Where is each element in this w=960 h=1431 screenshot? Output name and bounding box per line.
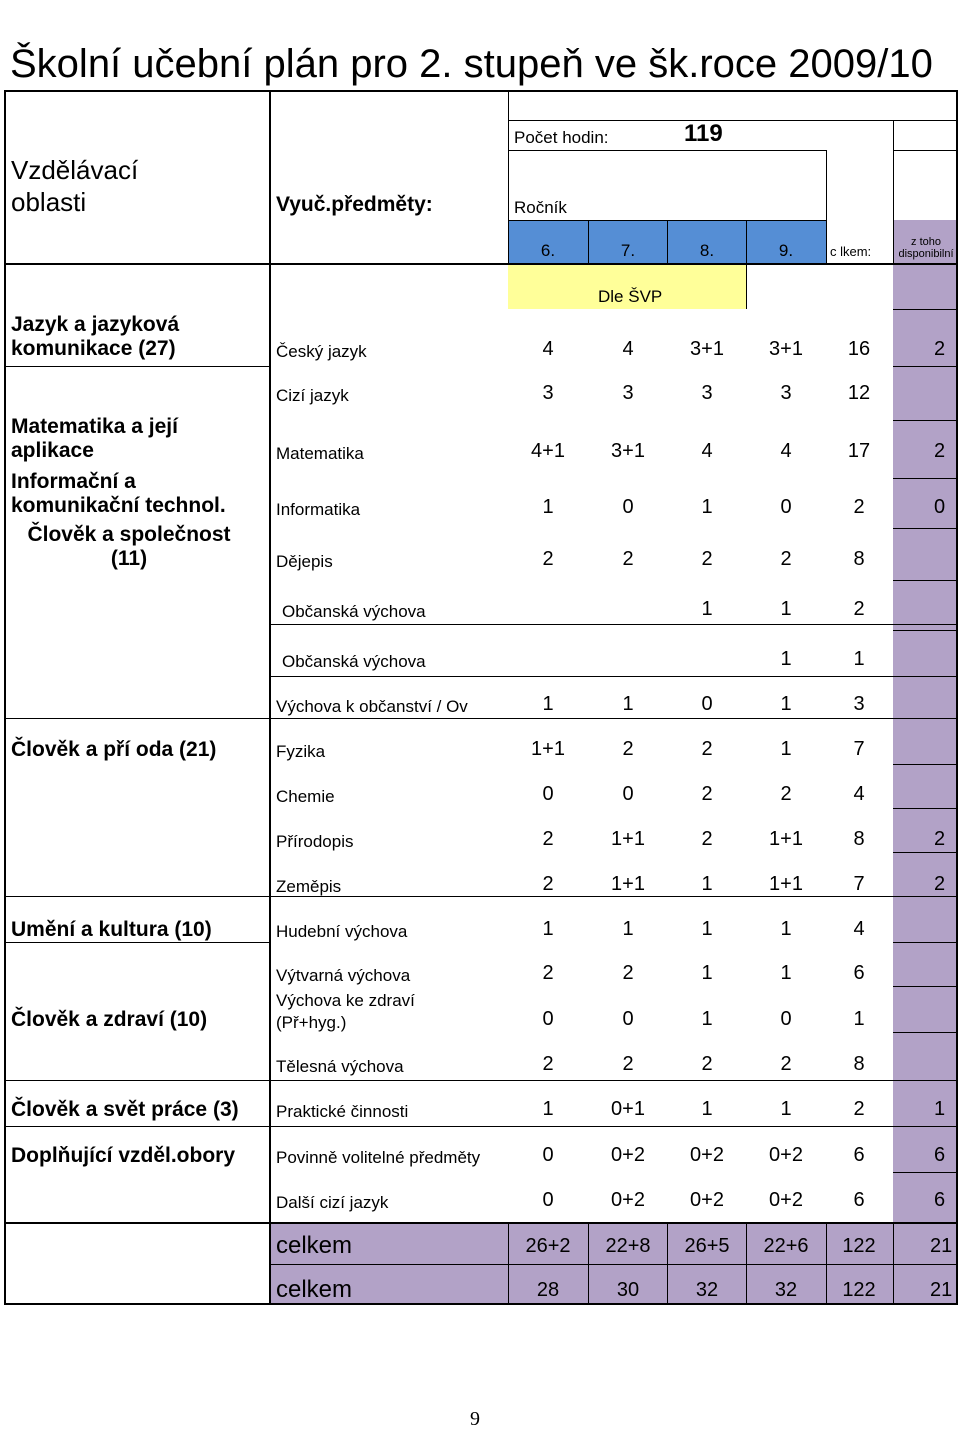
area-math: Matematika a její aplikace [11, 415, 178, 462]
grade-9-value: 1 [780, 738, 792, 760]
grade-7-value: 2 [622, 738, 634, 760]
subject-name: Informatika [276, 500, 361, 519]
table-row [0, 918, 960, 942]
area-health: Člověk a zdraví (10) [11, 1008, 208, 1031]
totals-row [0, 1232, 960, 1260]
area-art: Umění a kultura (10) [11, 918, 212, 941]
table-row [0, 988, 960, 1034]
subject-name: Dějepis [276, 552, 333, 571]
grade-6-value: 2 [542, 548, 554, 570]
grade-6-value: 1 [542, 918, 554, 940]
grade-8-value: 1 [701, 962, 713, 984]
total-value: 2 [853, 1098, 865, 1120]
grade-9-value: 2 [780, 1053, 792, 1075]
total-header: c lkem: [830, 244, 872, 259]
area-work: Člověk a svět práce (3) [11, 1098, 239, 1121]
grade-8-value: 2 [701, 828, 713, 850]
table-row [0, 1053, 960, 1077]
grade-7-value: 3 [622, 382, 634, 404]
subject-name: Fyzika [276, 742, 326, 761]
page-title: Školní učební plán pro 2. stupeň ve šk.roce 2009/10 [10, 42, 933, 86]
grade-6-value: 28 [536, 1279, 560, 1301]
total-value: 6 [853, 962, 865, 984]
area-society: Člověk a společnost (11) [27, 523, 231, 570]
area-language: Jazyk a jazyková komunikace (27) [11, 313, 180, 360]
total-value: 1 [853, 648, 865, 670]
disp-value: 2 [934, 873, 946, 895]
subject-name: Cizí jazyk [276, 386, 349, 405]
total-value: 2 [853, 496, 865, 518]
grade-8-value: 1 [701, 496, 713, 518]
grade-7-value: 0 [622, 1008, 634, 1030]
disp-value: 2 [934, 828, 946, 850]
grade-8-value: 4 [701, 440, 713, 462]
grade-7-value: 1+1 [611, 828, 645, 850]
total-value: 3 [853, 693, 865, 715]
totals-label: celkem [276, 1276, 353, 1303]
grade-8-value: 0 [701, 693, 713, 715]
grade-9-value: 0 [780, 496, 792, 518]
grade-7-value: 1 [622, 918, 634, 940]
subject-name: Tělesná výchova [276, 1057, 404, 1076]
grade-9-value: 1 [780, 648, 792, 670]
grade-6-value: 4+1 [531, 440, 565, 462]
areas-header: Vzdělávací oblasti [11, 155, 139, 217]
grade-9-value: 32 [774, 1279, 798, 1301]
subject-name: Matematika [276, 444, 364, 463]
grade-7-value: 0+2 [611, 1144, 645, 1166]
grade-9-value: 1+1 [769, 873, 803, 895]
disp-value: 2 [934, 440, 946, 462]
total-value: 122 [842, 1279, 876, 1301]
grade-8-value: 26+5 [684, 1235, 730, 1257]
subject-name: Výchova ke zdraví (Př+hyg.) [276, 991, 415, 1032]
area-ict: Informační a komunikační technol. [11, 470, 226, 517]
grade-7-value: 0+1 [611, 1098, 645, 1120]
grade-7-value: 1+1 [611, 873, 645, 895]
grade-6-value: 0 [542, 1144, 554, 1166]
table-row [0, 1098, 960, 1122]
table-row [0, 693, 960, 717]
grade-9-header: 9. [778, 241, 794, 260]
grade-8-value: 32 [695, 1279, 719, 1301]
disp-value: 2 [934, 338, 946, 360]
subject-name: Zeměpis [276, 877, 342, 896]
grade-8-value: 1 [701, 598, 713, 620]
grade-7-value: 3+1 [611, 440, 645, 462]
subject-name: Výchova k občanství / Ov [276, 697, 468, 716]
subject-name: Občanská výchova [282, 652, 426, 671]
subject-name: Český jazyk [276, 342, 367, 361]
grade-8-value: 1 [701, 873, 713, 895]
grade-7-value: 1 [622, 693, 634, 715]
table-row [0, 828, 960, 852]
total-value: 7 [853, 873, 865, 895]
grade-6-value: 0 [542, 1189, 554, 1211]
totals-label: celkem [276, 1232, 353, 1259]
subject-name: Občanská výchova [282, 602, 426, 621]
grade-6-header: 6. [540, 241, 556, 260]
table-row [0, 783, 960, 807]
total-value: 2 [853, 598, 865, 620]
area-nature: Člověk a pří oda (21) [11, 738, 217, 761]
svp-header: Dle ŠVP [598, 287, 663, 306]
disp-value: 6 [934, 1189, 946, 1211]
subject-name: Další cizí jazyk [276, 1193, 389, 1212]
grade-8-value: 3 [701, 382, 713, 404]
grade-8-header: 8. [699, 241, 715, 260]
grade-8-value: 2 [701, 738, 713, 760]
disp-value: 21 [930, 1235, 953, 1257]
grade-9-value: 2 [780, 548, 792, 570]
table-row [0, 962, 960, 986]
grade-7-header: 7. [620, 241, 636, 260]
disposable-header: z toho disponibilní [898, 236, 954, 260]
grade-7-value: 2 [622, 962, 634, 984]
grade-6-value: 26+2 [525, 1235, 571, 1257]
grade-9-value: 1 [780, 598, 792, 620]
grade-9-value: 0 [780, 1008, 792, 1030]
subject-name: Přírodopis [276, 832, 354, 851]
grade-6-value: 3 [542, 382, 554, 404]
table-row [0, 738, 960, 762]
grade-9-value: 0+2 [769, 1189, 803, 1211]
subjects-header: Vyuč.předměty: [276, 193, 433, 216]
grade-7-value: 0 [622, 783, 634, 805]
totals-row [0, 1276, 960, 1304]
grade-7-value: 0 [622, 496, 634, 518]
grade-9-value: 1 [780, 918, 792, 940]
grade-9-value: 3+1 [769, 338, 803, 360]
total-value: 8 [853, 548, 865, 570]
total-value: 6 [853, 1144, 865, 1166]
subject-name: Hudební výchova [276, 922, 408, 941]
table-row [0, 440, 960, 464]
total-value: 122 [842, 1235, 876, 1257]
grade-7-value: 30 [616, 1279, 640, 1301]
subject-name: Praktické činnosti [276, 1102, 409, 1121]
grade-7-value: 2 [622, 1053, 634, 1075]
disp-value: 1 [934, 1098, 946, 1120]
subject-name: Povinně volitelné předměty [276, 1148, 481, 1167]
grade-7-value: 2 [622, 548, 634, 570]
total-value: 8 [853, 828, 865, 850]
grade-8-value: 2 [701, 783, 713, 805]
table-row [0, 496, 960, 520]
grade-7-value: 4 [622, 338, 634, 360]
table-row [0, 648, 960, 672]
disp-value: 6 [934, 1144, 946, 1166]
grade-8-value: 2 [701, 1053, 713, 1075]
grade-8-value: 0+2 [690, 1144, 724, 1166]
disp-value: 21 [930, 1279, 953, 1301]
total-value: 17 [847, 440, 871, 462]
grade-9-value: 22+6 [763, 1235, 809, 1257]
grade-6-value: 1 [542, 693, 554, 715]
grade-8-value: 2 [701, 548, 713, 570]
grade-6-value: 2 [542, 828, 554, 850]
grade-6-value: 1+1 [531, 738, 565, 760]
subject-name: Výtvarná výchova [276, 966, 411, 985]
grade-8-value: 1 [701, 1098, 713, 1120]
table-row [0, 382, 960, 406]
grade-6-value: 2 [542, 962, 554, 984]
grade-9-value: 1 [780, 1098, 792, 1120]
total-value: 6 [853, 1189, 865, 1211]
grade-9-value: 2 [780, 783, 792, 805]
total-value: 12 [847, 382, 871, 404]
grade-9-value: 3 [780, 382, 792, 404]
grade-8-value: 3+1 [690, 338, 724, 360]
table-row [0, 338, 960, 362]
grade-9-value: 4 [780, 440, 792, 462]
grade-6-value: 2 [542, 873, 554, 895]
grade-9-value: 0+2 [769, 1144, 803, 1166]
grade-8-value: 1 [701, 918, 713, 940]
grade-8-value: 0+2 [690, 1189, 724, 1211]
grade-7-value: 0+2 [611, 1189, 645, 1211]
hours-value: 119 [684, 120, 723, 147]
grade-8-value: 1 [701, 1008, 713, 1030]
total-value: 8 [853, 1053, 865, 1075]
grade-6-value: 0 [542, 1008, 554, 1030]
page-number: 9 [470, 1408, 480, 1430]
grade-9-value: 1 [780, 693, 792, 715]
table-row [0, 598, 960, 622]
disp-value: 0 [934, 496, 946, 518]
grade-6-value: 1 [542, 496, 554, 518]
table-row [0, 548, 960, 572]
grade-6-value: 2 [542, 1053, 554, 1075]
total-value: 1 [853, 1008, 865, 1030]
table-row [0, 1144, 960, 1168]
table-row [0, 873, 960, 897]
grade-6-value: 4 [542, 338, 554, 360]
area-supplementary: Doplňující vzděl.obory [11, 1144, 236, 1167]
grade-label: Ročník [514, 198, 567, 217]
table-row [0, 1189, 960, 1213]
grade-6-value: 0 [542, 783, 554, 805]
total-value: 4 [853, 783, 865, 805]
hours-label: Počet hodin: [514, 128, 609, 147]
subject-name: Chemie [276, 787, 335, 806]
grade-9-value: 1+1 [769, 828, 803, 850]
grade-6-value: 1 [542, 1098, 554, 1120]
total-value: 7 [853, 738, 865, 760]
total-value: 16 [847, 338, 871, 360]
total-value: 4 [853, 918, 865, 940]
grade-9-value: 1 [780, 962, 792, 984]
grade-7-value: 22+8 [605, 1235, 651, 1257]
